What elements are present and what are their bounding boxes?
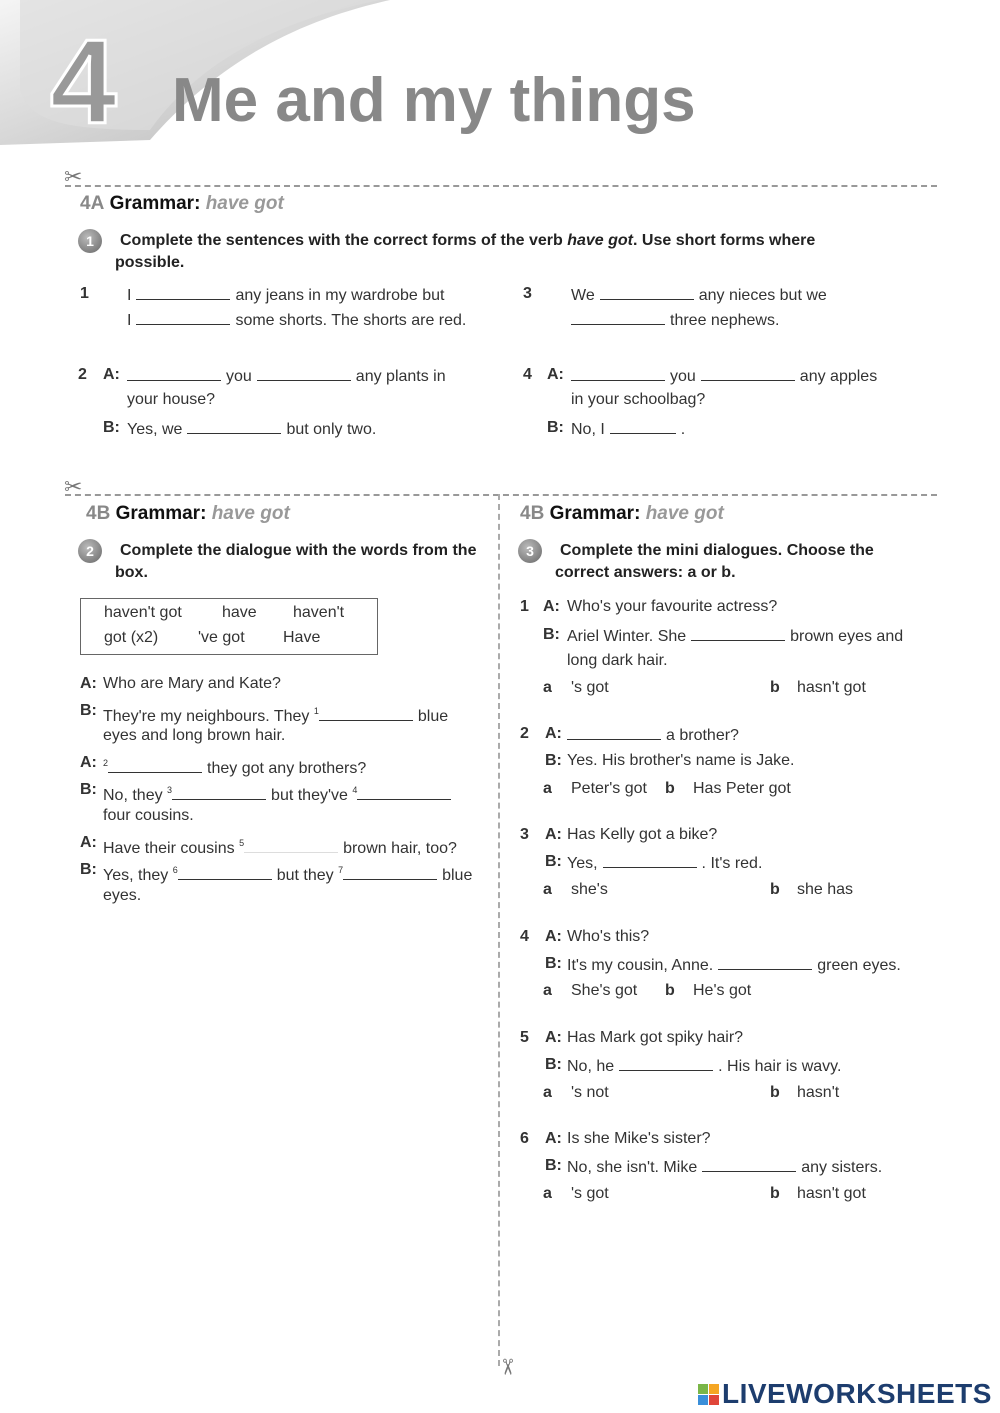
- speaker-label: B:: [547, 419, 564, 436]
- answer-blank[interactable]: [610, 418, 676, 434]
- dialogue-line: It's my cousin, Anne. green eyes.: [567, 954, 901, 976]
- dialogue-line: a brother?: [562, 724, 739, 746]
- speaker-label: B:: [103, 419, 120, 436]
- answer-blank[interactable]: [257, 365, 351, 381]
- answer-blank[interactable]: [718, 954, 812, 970]
- item-number: 4: [520, 928, 529, 945]
- option-b-label: b: [665, 780, 675, 797]
- dialogue-line: Have their cousins $^5$ brown hair, too?: [103, 838, 457, 857]
- option-a[interactable]: Peter's got: [571, 780, 647, 797]
- dialogue-line: Yes, they $^6$ but they $^7$ blue: [103, 865, 473, 884]
- answer-blank[interactable]: [319, 705, 413, 721]
- dialogue-line: No, he . His hair is wavy.: [567, 1055, 841, 1077]
- answer-blank[interactable]: [600, 284, 694, 300]
- option-a[interactable]: She's got: [571, 982, 638, 999]
- sentence: I any jeans in my wardrobe but: [127, 284, 444, 306]
- box-word: Have: [283, 629, 321, 646]
- option-a-label: a: [543, 1084, 552, 1101]
- sentence: your house?: [127, 391, 216, 408]
- answer-blank[interactable]: [172, 784, 266, 800]
- sentence: you any apples: [566, 365, 877, 387]
- dialogue-line: Who are Mary and Kate?: [103, 675, 281, 692]
- answer-blank[interactable]: [571, 365, 665, 381]
- logo-icon: [698, 1384, 719, 1405]
- item-number: 3: [520, 826, 529, 843]
- unit-number: 4: [50, 15, 117, 149]
- speaker-label: A:: [543, 598, 560, 615]
- answer-blank[interactable]: [691, 625, 785, 641]
- option-b[interactable]: she has: [797, 881, 854, 898]
- dialogue-line: Has Kelly got a bike?: [567, 826, 718, 843]
- sentence: in your schoolbag?: [571, 391, 706, 408]
- speaker-label: A:: [545, 928, 562, 945]
- option-b-label: b: [770, 1084, 780, 1101]
- item-number: 5: [520, 1029, 529, 1046]
- option-b-label: b: [665, 982, 675, 999]
- option-b-label: b: [770, 1185, 780, 1202]
- speaker-label: A:: [80, 754, 97, 771]
- cut-line: [65, 185, 937, 187]
- option-a[interactable]: 's got: [571, 1185, 609, 1202]
- answer-blank[interactable]: [187, 418, 281, 434]
- speaker-label: B:: [543, 626, 560, 643]
- option-a-label: a: [543, 679, 552, 696]
- answer-blank[interactable]: [244, 837, 338, 853]
- speaker-label: A:: [545, 725, 562, 742]
- cut-line-vertical: [498, 494, 500, 1366]
- speaker-label: B:: [545, 1157, 562, 1174]
- dialogue-line: No, she isn't. Mike any sisters.: [567, 1156, 882, 1178]
- item-number: 1: [80, 285, 89, 302]
- answer-blank[interactable]: [127, 365, 221, 381]
- answer-blank[interactable]: [702, 1156, 796, 1172]
- brand-name: LIVEWORKSHEETS: [722, 1378, 992, 1409]
- answer-blank[interactable]: [619, 1055, 713, 1071]
- sentence: three nephews.: [566, 309, 779, 331]
- answer-blank[interactable]: [108, 757, 202, 773]
- instruction: Complete the mini dialogues. Choose the correct answers: a or b.: [555, 542, 874, 581]
- speaker-label: B:: [545, 853, 562, 870]
- dialogue-line: $^2$ they got any brothers?: [103, 758, 367, 777]
- item-number: 1: [520, 598, 529, 615]
- option-a[interactable]: 's not: [571, 1084, 609, 1101]
- speaker-label: A:: [545, 826, 562, 843]
- dialogue-line: eyes.: [103, 887, 142, 904]
- answer-blank[interactable]: [136, 284, 230, 300]
- sentence: you any plants in: [122, 365, 446, 387]
- box-word: have: [222, 604, 257, 621]
- option-a-label: a: [543, 982, 552, 999]
- speaker-label: A:: [80, 675, 97, 692]
- instruction: Complete the sentences with the correct forms of the verb have got. Use short forms where possible.: [115, 232, 816, 271]
- speaker-label: B:: [80, 702, 97, 719]
- dialogue-line: Has Mark got spiky hair?: [567, 1029, 744, 1046]
- sentence: I some shorts. The shorts are red.: [127, 309, 466, 331]
- speaker-label: A:: [103, 366, 120, 383]
- liveworksheets-logo[interactable]: [698, 1378, 992, 1410]
- dialogue-line: four cousins.: [103, 807, 194, 824]
- scissors-icon: ✂: [64, 474, 83, 499]
- sentence: No, I .: [571, 418, 685, 440]
- answer-blank[interactable]: [343, 864, 437, 880]
- option-b[interactable]: hasn't got: [797, 1185, 866, 1202]
- option-a-label: a: [543, 881, 552, 898]
- dialogue-line: Ariel Winter. She brown eyes and: [567, 625, 903, 647]
- answer-blank[interactable]: [178, 864, 272, 880]
- answer-blank[interactable]: [603, 852, 697, 868]
- item-number: 2: [78, 366, 87, 383]
- answer-blank[interactable]: [571, 309, 665, 325]
- dialogue-line: long dark hair.: [567, 652, 668, 669]
- option-a[interactable]: 's got: [571, 679, 609, 696]
- item-number: 2: [520, 725, 529, 742]
- speaker-label: A:: [545, 1130, 562, 1147]
- box-word: haven't got: [104, 604, 182, 621]
- option-b[interactable]: Has Peter got: [693, 780, 791, 797]
- box-word: haven't: [293, 604, 345, 621]
- dialogue-line: eyes and long brown hair.: [103, 727, 286, 744]
- option-a[interactable]: she's: [571, 881, 608, 898]
- exercise-number: 3: [518, 539, 542, 563]
- option-b[interactable]: hasn't: [797, 1084, 840, 1101]
- section-heading-4b-right: 4B Grammar: have got: [520, 503, 724, 524]
- speaker-label: B:: [545, 752, 562, 769]
- exercise-number: 1: [78, 229, 102, 253]
- option-a-label: a: [543, 780, 552, 797]
- dialogue-line: Who's your favourite actress?: [567, 598, 778, 615]
- answer-blank[interactable]: [357, 784, 451, 800]
- dialogue-line: No, they $^3$ but they've $^4$: [103, 780, 456, 806]
- answer-blank[interactable]: [701, 365, 795, 381]
- option-b-label: b: [770, 881, 780, 898]
- item-number: 3: [523, 285, 532, 302]
- sentence: Yes, we but only two.: [127, 418, 376, 440]
- speaker-label: B:: [545, 955, 562, 972]
- option-b[interactable]: He's got: [693, 982, 752, 999]
- speaker-label: B:: [545, 1056, 562, 1073]
- scissors-icon: ✂: [64, 164, 83, 189]
- dialogue-line: Who's this?: [567, 928, 650, 945]
- item-number: 4: [523, 366, 532, 383]
- answer-blank[interactable]: [567, 724, 661, 740]
- dialogue-line: Is she Mike's sister?: [567, 1130, 711, 1147]
- speaker-label: A:: [80, 834, 97, 851]
- item-number: 6: [520, 1130, 529, 1147]
- option-b-label: b: [770, 679, 780, 696]
- box-word: 've got: [198, 629, 245, 646]
- section-heading-4b: 4B Grammar: have got: [86, 503, 290, 524]
- option-a-label: a: [543, 1185, 552, 1202]
- exercise-number: 2: [78, 539, 102, 563]
- dialogue-line: Yes. His brother's name is Jake.: [567, 752, 795, 769]
- sentence: We any nieces but we: [571, 284, 827, 306]
- box-word: got (x2): [104, 629, 159, 646]
- speaker-label: A:: [545, 1029, 562, 1046]
- unit-title: Me and my things: [172, 66, 696, 135]
- dialogue-line: Yes, . It's red.: [567, 852, 762, 874]
- speaker-label: B:: [80, 861, 97, 878]
- speaker-label: B:: [80, 781, 97, 798]
- answer-blank[interactable]: [136, 309, 230, 325]
- section-heading-4a: 4A Grammar: have got: [80, 193, 284, 214]
- option-b[interactable]: hasn't got: [797, 679, 866, 696]
- scissors-icon: ✂: [495, 1357, 521, 1377]
- cut-line: [65, 494, 937, 496]
- speaker-label: A:: [547, 366, 564, 383]
- dialogue-line: They're my neighbours. They $^1$ blue: [103, 706, 449, 725]
- instruction: Complete the dialogue with the words from the box.: [115, 542, 477, 581]
